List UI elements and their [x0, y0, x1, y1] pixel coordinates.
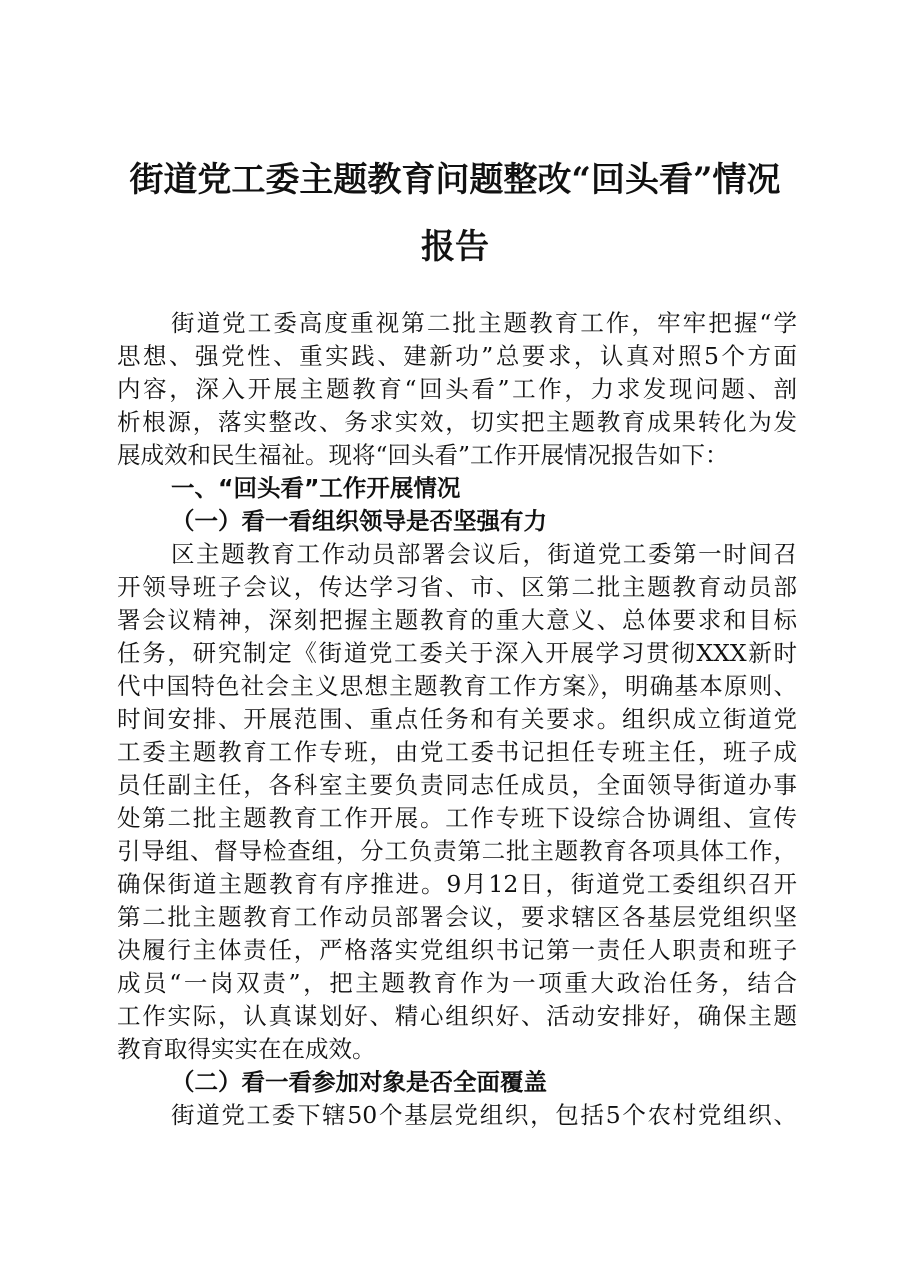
intro-line: 展成效和民生福祉。现将“回头看”工作开展情况报告如下： [117, 441, 729, 469]
intro-line: 思想、强党性、重实践、建新功”总要求，认真对照5个方面 [117, 342, 797, 370]
section1-line: 教育取得实实在在成效。 [117, 1035, 376, 1063]
intro-line: 街道党工委高度重视第二批主题教育工作，牢牢把握“学 [171, 309, 797, 337]
section-heading-1: 一、“回头看”工作开展情况 [171, 474, 461, 502]
section1-line: 工委主题教育工作专班，由党工委书记担任专班主任，班子成 [117, 738, 797, 766]
intro-line: 析根源，落实整改、务求实效，切实把主题教育成果转化为发 [117, 408, 797, 436]
section1-line: 确保街道主题教育有序推进。9月12日，街道党工委组织召开 [117, 870, 797, 898]
document-title-line-1: 街道党工委主题教育问题整改“回头看”情况 [129, 160, 781, 200]
section1-line: 署会议精神，深刻把握主题教育的重大意义、总体要求和目标 [117, 606, 797, 634]
section1-line: 代中国特色社会主义思想主题教育工作方案》，明确基本原则、 [117, 672, 797, 700]
section1-line: 引导组、督导检查组，分工负责第二批主题教育各项具体工作， [117, 837, 797, 865]
section1-line: 员任副主任，各科室主要负责同志任成员，全面领导街道办事 [117, 771, 797, 799]
subsection-heading-1: （一）看一看组织领导是否坚强有力 [171, 507, 547, 535]
document-title-line-2: 报告 [421, 227, 489, 267]
section1-line: 处第二批主题教育工作开展。工作专班下设综合协调组、宣传 [117, 804, 797, 832]
section1-line: 区主题教育工作动员部署会议后，街道党工委第一时间召 [171, 540, 797, 568]
section1-line: 成员“一岗双责”，把主题教育作为一项重大政治任务，结合 [117, 969, 797, 997]
section1-line: 工作实际，认真谋划好、精心组织好、活动安排好，确保主题 [117, 1002, 797, 1030]
section1-line: 决履行主体责任，严格落实党组织书记第一责任人职责和班子 [117, 936, 797, 964]
intro-line: 内容，深入开展主题教育“回头看”工作，力求发现问题、剖 [117, 375, 797, 403]
section2-line: 街道党工委下辖50个基层党组织，包括5个农村党组织、 [171, 1101, 797, 1129]
section1-line: 第二批主题教育工作动员部署会议，要求辖区各基层党组织坚 [117, 903, 797, 931]
section1-line: 时间安排、开展范围、重点任务和有关要求。组织成立街道党 [117, 705, 797, 733]
section1-line: 任务，研究制定《街道党工委关于深入开展学习贯彻XXX新时 [117, 639, 797, 667]
section1-line: 开领导班子会议，传达学习省、市、区第二批主题教育动员部 [117, 573, 797, 601]
subsection-heading-2: （二）看一看参加对象是否全面覆盖 [171, 1068, 547, 1096]
document-body [117, 307, 797, 1132]
